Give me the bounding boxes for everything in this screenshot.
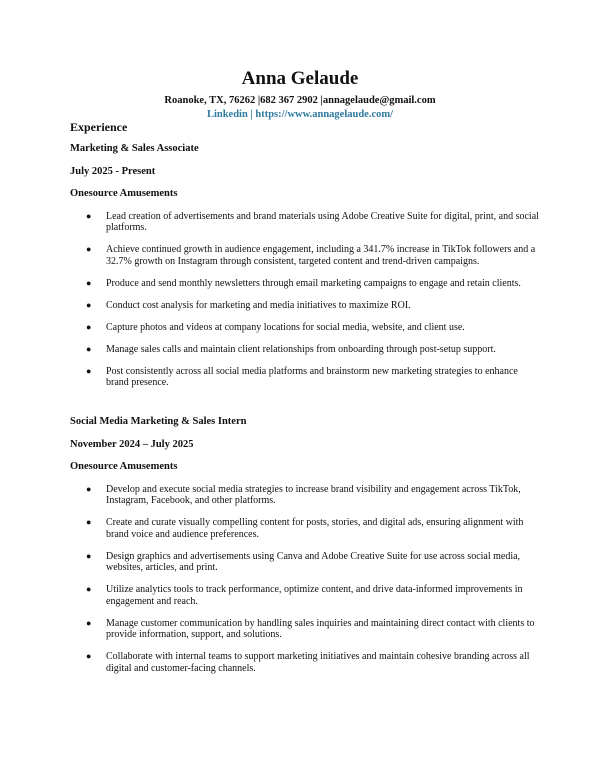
- bullet-icon: ●: [86, 321, 92, 332]
- job-title: Social Media Marketing & Sales Intern: [70, 416, 247, 427]
- bullet-text: Achieve continued growth in audience engagement, including a 341.7% increase in TikTok followers and a 32.7% growth on Instagram through consistent, targeted content and trend-driven campaigns.: [106, 244, 536, 267]
- bullet-item: [70, 344, 540, 356]
- bullet-text: Capture photos and videos at company locations for social media, website, and client use.: [106, 321, 465, 333]
- bullet-item: [70, 244, 540, 267]
- bullet-text: Create and curate visually compelling content for posts, stories, and digital ads, ensuring alignment with brand voice and audience preferences.: [106, 517, 524, 540]
- links-line: [0, 109, 600, 120]
- website-link[interactable]: https://www.annagelaude.com/: [255, 109, 394, 120]
- bullet-item: [70, 651, 540, 674]
- bullet-item: [70, 551, 540, 574]
- job-bullets: [70, 211, 540, 389]
- bullet-text: Collaborate with internal teams to support marketing initiatives and maintain cohesive branding across all digital and customer-facing channels.: [106, 651, 530, 674]
- bullet-icon: ●: [86, 210, 92, 221]
- bullet-item: [70, 278, 540, 290]
- experience-heading: Experience: [70, 120, 128, 134]
- bullet-icon: ●: [86, 550, 92, 561]
- bullet-icon: ●: [86, 365, 92, 376]
- linkedin-link[interactable]: Linkedin: [206, 109, 248, 120]
- bullet-text: Post consistently across all social media platforms and brainstorm new marketing strategies to enhance brand presence.: [106, 365, 518, 388]
- job-entry: [70, 143, 540, 399]
- bullet-icon: ●: [86, 244, 92, 254]
- job-bullets: [70, 484, 540, 675]
- bullet-text: Develop and execute social media strategies to increase brand visibility and engagement across TikTok, Instagram, Facebook, and other platforms.: [106, 483, 521, 506]
- bullet-item: [70, 211, 540, 234]
- bullet-text: Produce and send monthly newsletters through email marketing campaigns to engage and retain clients.: [106, 277, 521, 289]
- bullet-text: Conduct cost analysis for marketing and media initiatives to maximize ROI.: [106, 299, 411, 311]
- bullet-icon: ●: [86, 299, 92, 310]
- job-dates: July 2025 - Present: [70, 165, 156, 177]
- bullet-text: Manage sales calls and maintain client relationships from onboarding through post-setup support.: [106, 343, 496, 355]
- job-entry: [70, 416, 540, 685]
- bullet-item: [70, 584, 540, 607]
- bullet-item: [70, 366, 540, 389]
- bullet-icon: ●: [86, 584, 92, 594]
- contact-line: Roanoke, TX, 76262 |682 367 2902 |annagelaude@gmail.com: [164, 95, 436, 106]
- bullet-icon: ●: [86, 277, 92, 288]
- bullet-icon: ●: [86, 517, 92, 527]
- job-company: Onesource Amusements: [70, 188, 178, 199]
- bullet-item: [70, 484, 540, 507]
- bullet-item: [70, 517, 540, 540]
- job-title: Marketing & Sales Associate: [70, 143, 199, 154]
- bullet-item: [70, 300, 540, 312]
- job-dates: November 2024 – July 2025: [70, 438, 194, 450]
- bullet-text: Utilize analytics tools to track performance, optimize content, and drive data-informed improvements in engagement and reach.: [106, 584, 523, 607]
- job-company: Onesource Amusements: [70, 461, 178, 472]
- bullet-icon: ●: [86, 483, 92, 494]
- bullet-icon: ●: [86, 651, 92, 661]
- bullet-icon: ●: [86, 343, 92, 354]
- bullet-text: Design graphics and advertisements using Canva and Adobe Creative Suite for use across social media, websites, articles, and print.: [106, 550, 521, 573]
- candidate-name: Anna Gelaude: [241, 68, 359, 89]
- bullet-item: [70, 618, 540, 641]
- bullet-text: Manage customer communication by handling sales inquiries and maintaining direct contact with clients to provide information, support, and solutions.: [106, 617, 535, 640]
- bullet-item: [70, 322, 540, 334]
- bullet-icon: ●: [86, 617, 92, 628]
- link-separator: |: [250, 109, 253, 120]
- bullet-text: Lead creation of advertisements and brand materials using Adobe Creative Suite for digital, print, and social platforms.: [106, 210, 539, 233]
